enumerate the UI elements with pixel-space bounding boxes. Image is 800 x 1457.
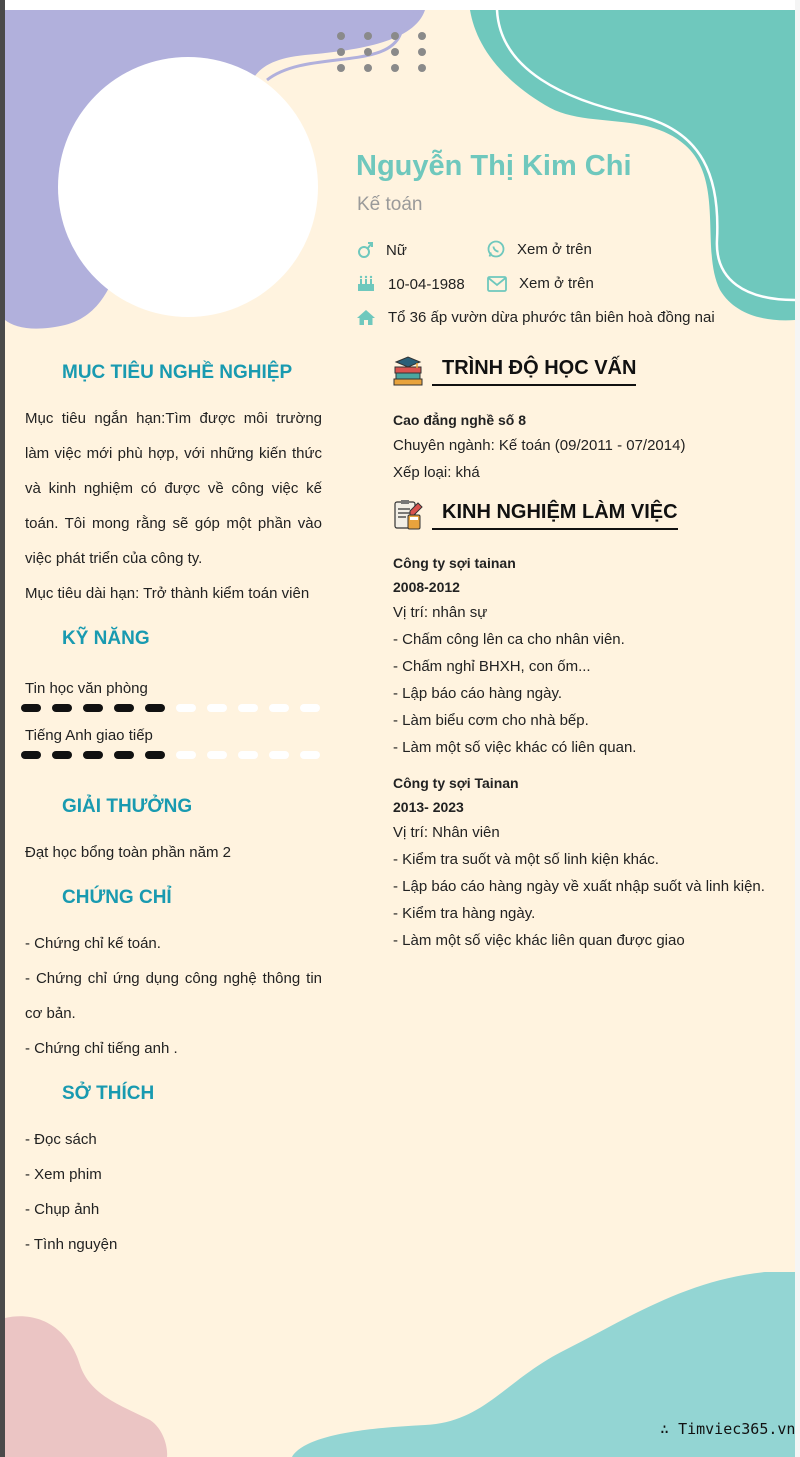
info-gender	[356, 240, 407, 260]
cv-page	[5, 10, 795, 1457]
job-company: Công ty sợi tainan	[393, 555, 516, 571]
objective-text	[25, 401, 322, 611]
skill-segment-empty	[176, 751, 196, 759]
job-block	[393, 771, 788, 954]
certificates-title: CHỨNG CHỈ	[62, 887, 172, 908]
skill-segment-empty	[269, 704, 289, 712]
objective-long-term: Mục tiêu dài hạn: Trở thành kiểm toán viên	[25, 585, 310, 602]
education-header	[392, 355, 636, 387]
gender-icon	[356, 240, 374, 260]
education-school: Cao đẳng nghề số 8	[393, 412, 527, 428]
job-company: Công ty sợi Tainan	[393, 775, 519, 791]
books-graduation-icon	[392, 355, 424, 387]
job-task: - Làm một số việc khác liên quan được giao	[393, 932, 685, 949]
info-birthday	[356, 275, 465, 293]
skill-segment-filled	[52, 751, 72, 759]
email-text: Xem ở trên	[519, 275, 594, 292]
job-task: - Kiểm tra suốt và một số linh kiện khác.	[393, 851, 659, 868]
skill-name: Tin học văn phòng	[25, 680, 148, 697]
job-position: Vị trí: nhân sự	[393, 604, 488, 621]
hobbies-list	[25, 1122, 322, 1262]
skill-level-bar	[21, 751, 320, 759]
certificate-item: - Chứng chỉ tiếng anh .	[25, 1040, 178, 1057]
job-task: - Kiểm tra hàng ngày.	[393, 905, 536, 922]
viewer-right-border	[795, 0, 800, 1457]
info-address	[356, 309, 715, 326]
skill-segment-empty	[207, 751, 227, 759]
skill-segment-empty	[269, 751, 289, 759]
profile-photo	[58, 57, 318, 317]
objective-short-term: Mục tiêu ngắn hạn:Tìm được môi trường làm việc mới phù hợp, với những kiến thức và kinh nghiệm có được về công việc kế toán. Tôi mong rằng sẽ góp một phần vào việc phát triển của công ty.	[25, 410, 322, 567]
job-task: - Làm một số việc khác có liên quan.	[393, 739, 637, 756]
skill-segment-filled	[83, 751, 103, 759]
awards-text: Đạt học bổng toàn phần năm 2	[25, 844, 231, 861]
education-grade: Xếp loại: khá	[393, 464, 480, 481]
certificate-item: - Chứng chỉ kế toán.	[25, 935, 161, 952]
address-text: Tổ 36 ấp vườn dừa phước tân biên hoà đồng nai	[388, 309, 715, 326]
envelope-icon	[487, 276, 507, 292]
job-block	[393, 551, 788, 761]
hobby-item: - Đọc sách	[25, 1131, 97, 1148]
skill-segment-filled	[145, 704, 165, 712]
skill-segment-filled	[52, 704, 72, 712]
watermark: ∴ Timviec365.vn	[660, 1420, 795, 1438]
info-email	[487, 275, 594, 292]
certificates-list	[25, 926, 322, 1066]
whatsapp-icon	[487, 240, 505, 258]
skill-segment-empty	[207, 704, 227, 712]
skill-segment-filled	[145, 751, 165, 759]
education-major: Chuyên ngành: Kế toán (09/2011 - 07/2014)	[393, 437, 686, 454]
gender-text: Nữ	[386, 241, 407, 259]
education-block	[393, 408, 788, 486]
candidate-role: Kế toán	[357, 194, 423, 215]
certificate-item: - Chứng chỉ ứng dụng công nghệ thông tin cơ bản.	[25, 970, 322, 1022]
hobbies-title: SỞ THÍCH	[62, 1083, 155, 1104]
candidate-name: Nguyễn Thị Kim Chi	[356, 150, 632, 182]
skill-segment-empty	[300, 751, 320, 759]
job-task: - Chấm nghỉ BHXH, con ốm...	[393, 658, 591, 675]
job-task: - Lập báo cáo hàng ngày về xuất nhập suốt và linh kiện.	[393, 878, 765, 895]
job-position: Vị trí: Nhân viên	[393, 824, 500, 841]
hobby-item: - Chụp ảnh	[25, 1201, 100, 1218]
clipboard-calculator-icon	[392, 499, 424, 531]
skill-segment-filled	[21, 751, 41, 759]
experience-header	[392, 499, 678, 531]
experience-title: KINH NGHIỆM LÀM VIỆC	[432, 501, 678, 530]
hobby-item: - Xem phim	[25, 1166, 102, 1183]
birthday-cake-icon	[356, 275, 376, 293]
pink-blob	[5, 1316, 167, 1457]
skill-segment-filled	[114, 751, 134, 759]
home-icon	[356, 309, 376, 326]
skill-name: Tiếng Anh giao tiếp	[25, 727, 153, 744]
skill-segment-empty	[238, 751, 258, 759]
job-task: - Làm biểu cơm cho nhà bếp.	[393, 712, 589, 729]
phone-text: Xem ở trên	[517, 240, 592, 258]
info-phone	[487, 240, 592, 258]
skill-segment-empty	[300, 704, 320, 712]
job-period: 2008-2012	[393, 579, 460, 595]
skill-level-bar	[21, 704, 320, 712]
birthday-text: 10-04-1988	[388, 275, 465, 293]
job-task: - Chấm công lên ca cho nhân viên.	[393, 631, 625, 648]
objective-title: MỤC TIÊU NGHỀ NGHIỆP	[62, 362, 293, 383]
skill-segment-filled	[114, 704, 134, 712]
skills-title: KỸ NĂNG	[62, 628, 150, 649]
skill-segment-filled	[21, 704, 41, 712]
skill-segment-empty	[238, 704, 258, 712]
job-period: 2013- 2023	[393, 799, 464, 815]
awards-title: GIẢI THƯỞNG	[62, 796, 193, 817]
skill-segment-empty	[176, 704, 196, 712]
education-title: TRÌNH ĐỘ HỌC VẤN	[432, 357, 636, 386]
hobby-item: - Tình nguyện	[25, 1236, 118, 1253]
watermark-text: Timviec365.vn	[678, 1420, 795, 1438]
skill-segment-filled	[83, 704, 103, 712]
job-task: - Lập báo cáo hàng ngày.	[393, 685, 563, 702]
